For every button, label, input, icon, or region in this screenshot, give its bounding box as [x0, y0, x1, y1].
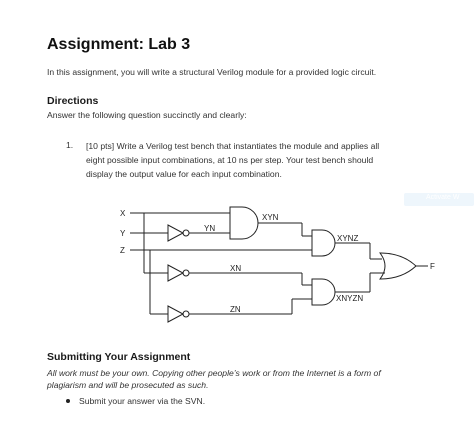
label-xyn: XYN [262, 213, 279, 222]
x-inverter-gate [168, 265, 183, 281]
or-gate [380, 253, 416, 279]
label-xynz: XYNZ [337, 234, 359, 243]
and-gate-xnyzn [312, 279, 335, 305]
label-yn: YN [204, 224, 216, 233]
label-y: Y [120, 229, 126, 238]
question-line: [10 pts] Write a Verilog test bench that instantiates the module and applies all [86, 141, 380, 151]
y-inverter-gate [168, 225, 183, 241]
question-line: display the output value for each input combination. [86, 169, 282, 179]
page-title: Assignment: Lab 3 [47, 36, 191, 53]
submitting-line: All work must be your own. Copying other people’s work or from the Internet is a form of [47, 368, 381, 378]
directions-heading: Directions [47, 95, 99, 107]
label-f: F [430, 262, 435, 271]
label-x: X [120, 209, 126, 218]
directions-text: Answer the following question succinctly and clearly: [47, 110, 247, 120]
logic-circuit-diagram [112, 203, 442, 323]
submitting-line: plagiarism and will be prosecuted as such. [47, 380, 209, 390]
watermark-text: Activate W [426, 194, 460, 201]
submitting-heading: Submitting Your Assignment [47, 351, 191, 363]
intro-paragraph: In this assignment, you will write a structural Verilog module for a provided logic circuit. [47, 67, 377, 77]
question-number: 1. [66, 140, 74, 150]
label-z: Z [120, 246, 125, 255]
label-xn: XN [230, 264, 242, 273]
z-inverter-gate [168, 306, 183, 322]
submit-bullet-text: Submit your answer via the SVN. [79, 396, 206, 406]
bullet-icon [66, 399, 70, 403]
label-xnyzn: XNYZN [336, 294, 364, 303]
submitting-text [47, 367, 467, 391]
label-zn: ZN [230, 305, 241, 314]
and-gate-xynz [312, 230, 335, 256]
submit-bullet [66, 396, 205, 406]
question-line: eight possible input combinations, at 10 ns per step. Your test bench should [86, 155, 374, 165]
and-gate-xyn [230, 207, 258, 239]
question-text [86, 139, 456, 181]
